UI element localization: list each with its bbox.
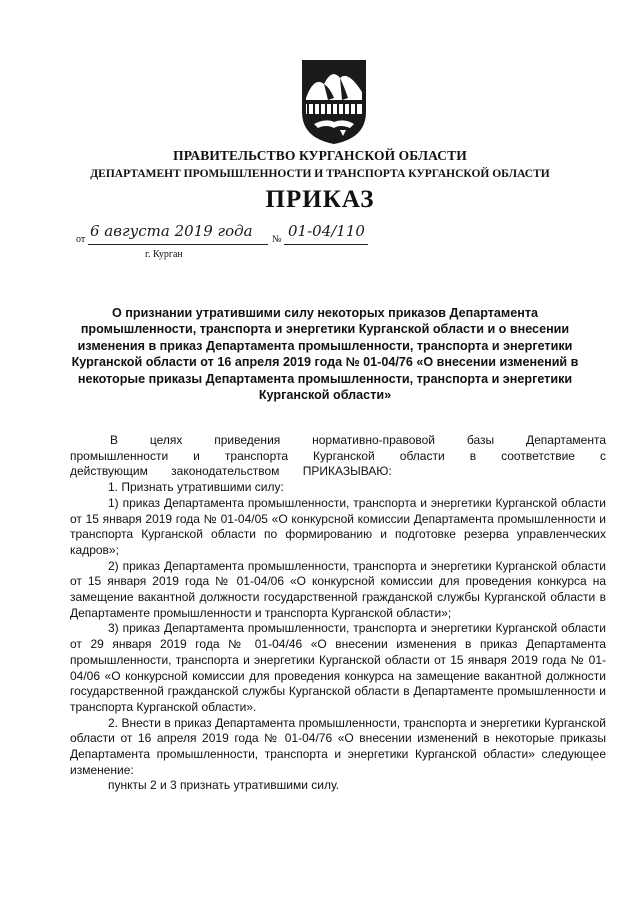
city-name: г. Курган	[145, 249, 183, 260]
item-1-1-paragraph: 1) приказ Департамента промышленности, транспорта и энергетики Курганской области от 15 января 2019 года № 01-04/05 «О конкурсной комиссии Департамента промышленности и транспорта Курганской области по формированию и подготовке резерва управленческих кадров»;	[70, 495, 606, 557]
number-underline	[284, 244, 368, 245]
department-name: ДЕПАРТАМЕНТ ПРОМЫШЛЕННОСТИ И ТРАНСПОРТА КУРГАНСКОЙ ОБЛАСТИ	[90, 168, 550, 180]
item-1-heading: 1. Признать утратившими силу:	[108, 480, 284, 495]
order-title: О признании утратившими силу некоторых приказов Департамента промышленности, транспорта и энергетики Курганской области и о внесении изменения в приказ Департамента промышленности, транспорта и энергетики Курганской области от 16 апреля 2019 года № 01-04/76 «О внесении изменений в некоторые приказы Департамента промышленности, транспорта и энергетики Курганской области»	[71, 306, 579, 403]
item-2-change-paragraph: пункты 2 и 3 признать утратившими силу.	[108, 778, 340, 793]
document-type: ПРИКАЗ	[265, 186, 375, 213]
coat-of-arms-emblem-icon	[300, 58, 368, 146]
number-label: №	[272, 234, 282, 245]
handwritten-number: 01-04/110	[288, 222, 365, 240]
handwritten-date: 6 августа 2019 года	[90, 222, 253, 240]
order-body	[70, 433, 606, 794]
preamble-paragraph: В целях приведения нормативно-правовой базы Департамента промышленности и транспорта Курганской области в соответствие с действующим законодательством ПРИКАЗЫВАЮ:	[70, 433, 606, 479]
date-number-line	[76, 222, 396, 248]
item-2-paragraph: 2. Внести в приказ Департамента промышленности, транспорта и энергетики Курганской области от 16 апреля 2019 года № 01-04/76 «О внесении изменений в некоторые приказы Департамента промышленности, транспорта и энергетики Курганской области» следующее изменение:	[70, 715, 606, 777]
date-underline	[88, 244, 268, 245]
from-label: от	[76, 234, 86, 245]
item-1-2-paragraph: 2) приказ Департамента промышленности, транспорта и энергетики Курганской области от 15 января 2019 года № 01-04/06 «О конкурсной комиссии для проведения конкурса на замещение вакантной должности государственной гражданской службы Курганской области в Департаменте промышленности и транспорта Курганской области»;	[70, 558, 606, 620]
government-name: ПРАВИТЕЛЬСТВО КУРГАНСКОЙ ОБЛАСТИ	[173, 148, 467, 163]
item-1-3-paragraph: 3) приказ Департамента промышленности, транспорта и энергетики Курганской области от 29 января 2019 года № 01-04/46 «О внесении изменения в приказ Департамента промышленности, транспорта и энергетики Курганской области от 15 января 2019 года № 01-04/06 «О конкурсной комиссии для проведения конкурса на замещение вакантной должности государственной гражданской службы Курганской области в Департаменте промышленности и транспорта Курганской области».	[70, 621, 606, 714]
